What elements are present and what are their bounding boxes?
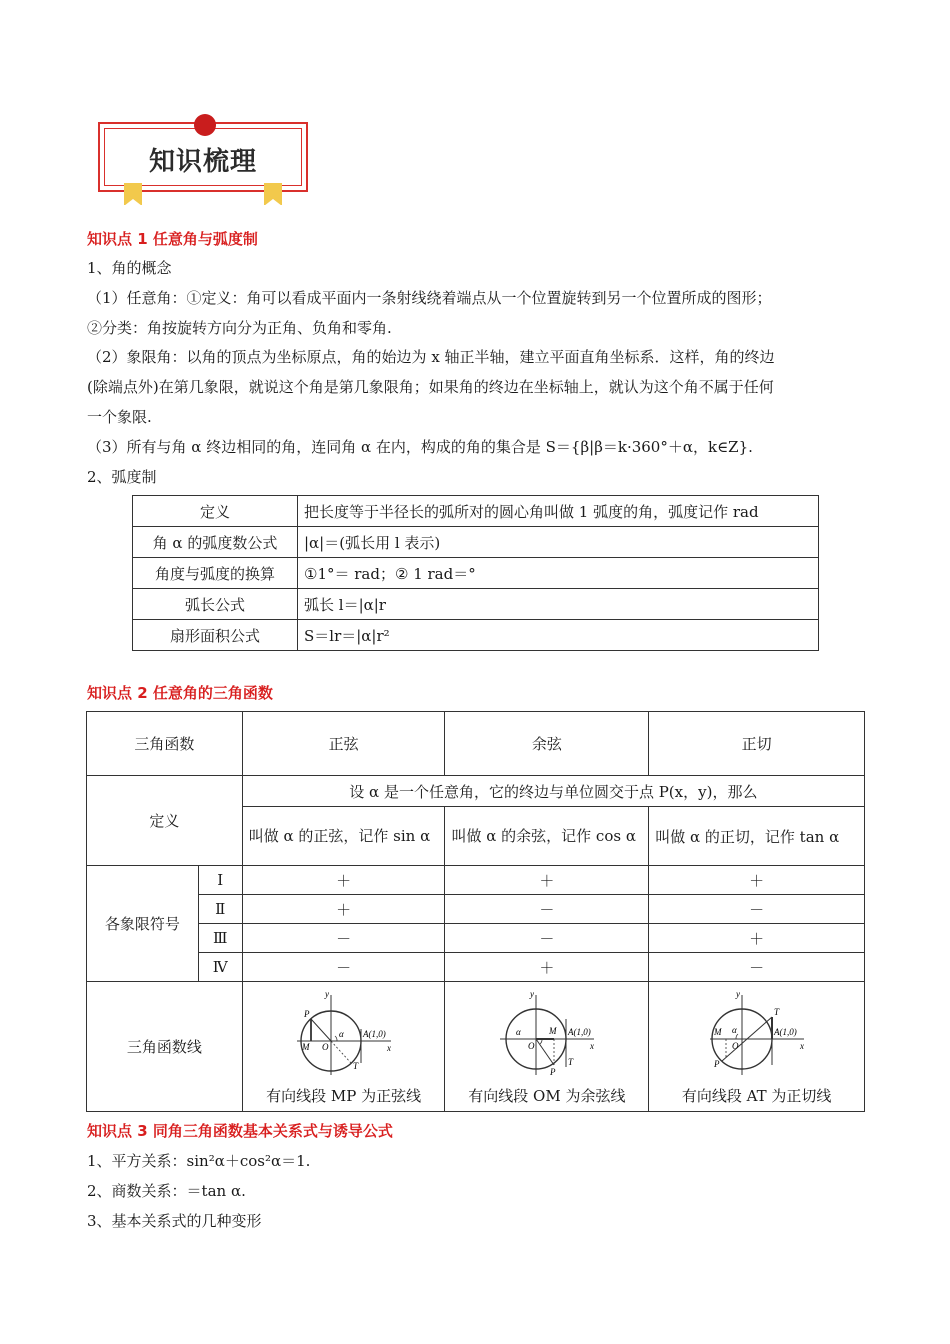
table-row: [133, 527, 819, 558]
table-row: [87, 712, 865, 776]
cosine-line-figure: [492, 989, 602, 1079]
fig-a-label: A(1,0): [773, 1027, 797, 1037]
table-row: [133, 558, 819, 589]
kp1-sec2: 2、弧度制: [87, 468, 157, 486]
table-row: [133, 620, 819, 651]
table-cell: 弧长公式: [133, 589, 298, 620]
table-cell: ①1°＝ rad；② 1 rad＝°: [298, 558, 819, 589]
table-header-cell: 三角函数: [87, 712, 243, 776]
table-row: [133, 589, 819, 620]
banner-pin-icon: [194, 114, 216, 136]
sign-cell: ＋: [242, 895, 445, 924]
fig-alpha-label: α: [515, 1027, 521, 1037]
sign-cell: ＋: [445, 866, 649, 895]
fig-a-label: A(1,0): [362, 1029, 386, 1039]
fig-o-label: O: [527, 1041, 535, 1051]
sign-cell: －: [649, 953, 865, 982]
cosine-caption: 有向线段 OM 为余弦线: [468, 1087, 626, 1105]
quadrant-label: Ⅰ: [198, 866, 242, 895]
kp1-p2b: (除端点外)在第几象限，就说这个角是第几象限角；如果角的终边在坐标轴上，就认为这个角不属于任何: [87, 378, 774, 396]
table-row: [87, 776, 865, 807]
fig-alpha-label: α: [338, 1029, 344, 1039]
sine-line-cell: [242, 982, 445, 1112]
sign-cell: ＋: [649, 866, 865, 895]
kp1-p3: （3）所有与角 α 终边相同的角，连同角 α 在内，构成的角的集合是 S＝{β|β＝k·360°＋α，k∈Z}.: [87, 438, 753, 456]
kp3-line1: 1、平方关系：sin²α＋cos²α＝1.: [87, 1152, 311, 1170]
sine-caption: 有向线段 MP 为正弦线: [266, 1087, 422, 1105]
fig-p-label: P: [303, 1009, 310, 1019]
quadrant-label: Ⅲ: [198, 924, 242, 953]
kp1-p1b: ②分类：角按旋转方向分为正角、负角和零角.: [87, 319, 392, 337]
cosine-line-cell: [445, 982, 649, 1112]
table-header-cell: 余弦: [445, 712, 649, 776]
fig-o-label: O: [321, 1042, 329, 1052]
fig-x-label: x: [589, 1041, 594, 1051]
kp3-heading: 知识点 3 同角三角函数基本关系式与诱导公式: [87, 1122, 393, 1140]
table-row: [87, 982, 865, 1112]
sign-cell: －: [445, 924, 649, 953]
fig-y-label: y: [735, 989, 740, 999]
fig-y-label: y: [324, 989, 329, 999]
table-cell: |α|＝(弧长用 l 表示): [298, 527, 819, 558]
tangent-line-cell: [649, 982, 865, 1112]
table-header-cell: 正弦: [242, 712, 445, 776]
fig-m-label: M: [548, 1026, 557, 1036]
radian-table: [132, 495, 819, 651]
fig-t-label: T: [773, 1007, 779, 1017]
fig-x-label: x: [386, 1043, 391, 1053]
fig-t-label: T: [352, 1061, 358, 1071]
fig-p-label: P: [549, 1067, 556, 1077]
table-cell: 把长度等于半径长的弧所对的圆心角叫做 1 弧度的角，弧度记作 rad: [298, 496, 819, 527]
banner-title: 知识梳理: [148, 147, 257, 177]
sign-cell: ＋: [445, 953, 649, 982]
tangent-caption: 有向线段 AT 为正切线: [681, 1087, 832, 1105]
sign-cell: ＋: [649, 924, 865, 953]
table-cell: 定义: [133, 496, 298, 527]
fig-m-label: M: [301, 1042, 310, 1052]
kp1-p2a: （2）象限角：以角的顶点为坐标原点，角的始边为 x 轴正半轴，建立平面直角坐标系．这样，角的终边: [87, 348, 775, 366]
table-cell: 弧长 l＝|α|r: [298, 589, 819, 620]
table-cell: 叫做 α 的正弦，记作 sin α: [242, 807, 445, 866]
fig-a-label: A(1,0): [567, 1027, 591, 1037]
fig-alpha-label: α: [731, 1025, 737, 1035]
table-header-cell: 正切: [649, 712, 865, 776]
kp2-heading: 知识点 2 任意角的三角函数: [87, 684, 273, 702]
table-row: [87, 895, 865, 924]
quadrant-label: Ⅱ: [198, 895, 242, 924]
kp1-p2c: 一个象限.: [87, 408, 152, 426]
table-cell: 角 α 的弧度数公式: [133, 527, 298, 558]
sign-cell: －: [445, 895, 649, 924]
sign-cell: －: [649, 895, 865, 924]
table-cell: 三角函数线: [87, 982, 243, 1112]
table-row: [87, 866, 865, 895]
sign-cell: －: [242, 924, 445, 953]
fig-m-label: M: [713, 1027, 722, 1037]
table-cell: 叫做 α 的余弦，记作 cos α: [445, 807, 649, 866]
table-cell: 设 α 是一个任意角，它的终边与单位圆交于点 P(x，y)，那么: [242, 776, 864, 807]
kp3-line3: 3、基本关系式的几种变形: [87, 1212, 262, 1230]
trig-table: [86, 711, 865, 1112]
kp1-p1: （1）任意角：①定义：角可以看成平面内一条射线绕着端点从一个位置旋转到另一个位置所成的图形；: [87, 289, 772, 307]
table-row: [133, 496, 819, 527]
sine-line-figure: [289, 989, 399, 1079]
tangent-line-figure: [702, 989, 812, 1079]
quadrant-label: Ⅳ: [198, 953, 242, 982]
fig-t-label: T: [567, 1057, 573, 1067]
table-cell: 扇形面积公式: [133, 620, 298, 651]
kp3-line2: 2、商数关系：＝tan α.: [87, 1182, 246, 1200]
fig-p-label: P: [713, 1059, 720, 1069]
table-row: [87, 953, 865, 982]
table-cell: 定义: [87, 776, 243, 866]
fig-o-label: O: [731, 1041, 739, 1051]
table-cell: 叫做 α 的正切，记作 tan α: [649, 807, 865, 866]
sign-cell: －: [242, 953, 445, 982]
kp1-heading: 知识点 1 任意角与弧度制: [87, 230, 258, 248]
sign-cell: ＋: [242, 866, 445, 895]
kp1-sec1: 1、角的概念: [87, 259, 172, 277]
table-cell: S＝lr＝|α|r²: [298, 620, 819, 651]
table-cell: 各象限符号: [87, 866, 199, 982]
fig-y-label: y: [529, 989, 534, 999]
table-row: [87, 924, 865, 953]
fig-x-label: x: [799, 1041, 804, 1051]
table-cell: 角度与弧度的换算: [133, 558, 298, 589]
